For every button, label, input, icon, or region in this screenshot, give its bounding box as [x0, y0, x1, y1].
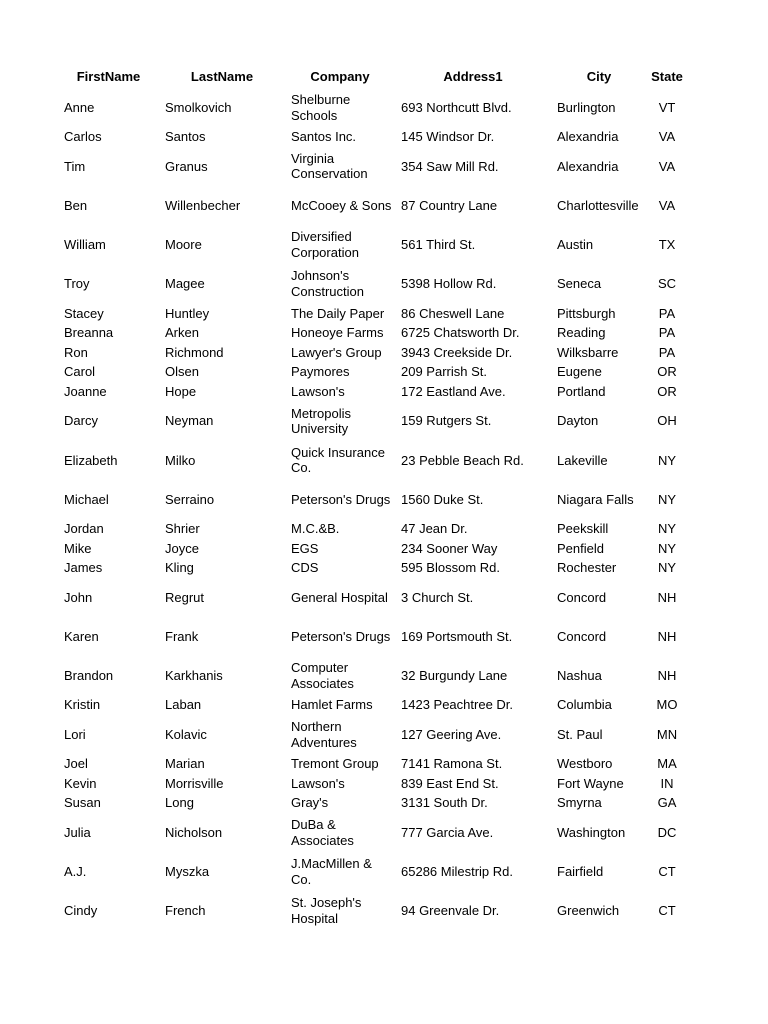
cell-company: Computer Associates — [291, 660, 354, 691]
cell-lastname: Kolavic — [165, 726, 207, 742]
table-row — [58, 402, 687, 441]
cell-lastname: Frank — [165, 628, 199, 644]
cell-firstname: Carol — [64, 364, 96, 380]
cell-firstname: Tim — [64, 158, 86, 174]
cell-city: Penfield — [557, 540, 604, 556]
cell-company: Paymores — [291, 364, 350, 380]
cell-firstname: Lori — [64, 726, 86, 742]
cell-address1: 777 Garcia Ave. — [401, 824, 494, 840]
cell-city: Fort Wayne — [557, 775, 624, 791]
cell-lastname: Magee — [165, 276, 205, 292]
cell-state: MN — [656, 726, 678, 742]
cell-lastname: Morrisville — [165, 775, 224, 791]
table-row — [58, 774, 687, 794]
header-lastname: LastName — [190, 69, 254, 85]
cell-company: St. Joseph's Hospital — [291, 895, 362, 926]
cell-address1: 3131 South Dr. — [401, 795, 488, 811]
cell-address1: 145 Windsor Dr. — [401, 129, 495, 145]
cell-address1: 209 Parrish St. — [401, 364, 487, 380]
cell-firstname: Mike — [64, 540, 92, 556]
cell-firstname: Carlos — [64, 129, 102, 145]
cell-address1: 94 Greenvale Dr. — [401, 903, 500, 919]
cell-state: PA — [658, 325, 676, 341]
cell-lastname: Kling — [165, 560, 194, 576]
cell-firstname: James — [64, 560, 103, 576]
cell-address1: 127 Geering Ave. — [401, 726, 502, 742]
cell-lastname: Arken — [165, 325, 199, 341]
cell-city: Fairfield — [557, 864, 604, 879]
header-state: State — [651, 69, 683, 85]
cell-state: NY — [657, 452, 677, 468]
cell-company: Hamlet Farms — [291, 697, 373, 713]
cell-city: Reading — [557, 325, 606, 341]
cell-firstname: John — [64, 589, 93, 605]
cell-company: Johnson's Construction — [291, 268, 364, 299]
cell-address1: 595 Blossom Rd. — [401, 560, 500, 576]
table-row — [58, 441, 687, 480]
cell-lastname: Marian — [165, 756, 205, 772]
cell-firstname: Ron — [64, 344, 88, 360]
cell-state: PA — [658, 305, 676, 321]
cell-firstname: Elizabeth — [64, 452, 118, 468]
cell-address1: 32 Burgundy Lane — [401, 668, 508, 684]
table-row — [58, 578, 687, 617]
cell-firstname: Jordan — [64, 521, 104, 537]
cell-lastname: Hope — [165, 383, 197, 399]
cell-address1: 354 Saw Mill Rd. — [401, 158, 499, 174]
cell-state: OR — [657, 383, 677, 399]
cell-city: Alexandria — [557, 158, 619, 174]
header-city: City — [586, 69, 612, 85]
cell-lastname: Huntley — [165, 305, 210, 321]
cell-firstname: Breanna — [64, 325, 114, 341]
cell-state: PA — [658, 344, 676, 360]
cell-state: NY — [657, 560, 677, 576]
cell-company: CDS — [291, 560, 319, 576]
header-company: Company — [310, 69, 370, 85]
cell-lastname: Joyce — [165, 540, 199, 556]
cell-city: Charlottesville — [557, 197, 639, 213]
cell-company: Diversified Corporation — [291, 229, 359, 260]
cell-city: Westboro — [557, 756, 613, 772]
table-row — [58, 362, 687, 382]
cell-state: NH — [657, 589, 677, 605]
cell-state: VA — [658, 197, 676, 213]
cell-state: NY — [657, 521, 677, 537]
cell-firstname: Michael — [64, 491, 109, 507]
cell-company: Lawson's — [291, 775, 345, 791]
table-row — [58, 186, 687, 225]
cell-lastname: Nicholson — [165, 824, 223, 840]
cell-city: Alexandria — [557, 129, 619, 145]
header-firstname: FirstName — [76, 69, 141, 85]
cell-city: Dayton — [557, 413, 599, 429]
cell-city: St. Paul — [557, 726, 603, 742]
cell-city: Rochester — [557, 560, 617, 576]
cell-city: Wilksbarre — [557, 344, 619, 360]
table-row — [58, 480, 687, 519]
cell-address1: 86 Cheswell Lane — [401, 305, 505, 321]
cell-company: Quick Insurance Co. — [291, 444, 385, 476]
cell-state: VT — [658, 99, 676, 115]
cell-lastname: Long — [165, 795, 194, 811]
cell-address1: 169 Portsmouth St. — [401, 628, 513, 644]
table-row — [58, 813, 687, 852]
table-row — [58, 891, 687, 930]
cell-address1: 87 Country Lane — [401, 197, 498, 213]
table-row — [58, 264, 687, 303]
table-row — [58, 127, 687, 147]
cell-state: VA — [658, 129, 676, 145]
cell-city: Smyrna — [557, 795, 602, 811]
cell-firstname: William — [64, 237, 106, 252]
cell-firstname: Joel — [64, 756, 88, 772]
cell-lastname: Milko — [165, 452, 196, 468]
cell-firstname: Darcy — [64, 413, 98, 429]
cell-city: Nashua — [557, 668, 602, 684]
table-row — [58, 558, 687, 578]
cell-firstname: Julia — [64, 824, 91, 840]
cell-company: Metropolis University — [291, 405, 351, 437]
table-row — [58, 695, 687, 715]
cell-city: Pittsburgh — [557, 305, 616, 321]
cell-address1: 159 Rutgers St. — [401, 413, 492, 429]
table-row — [58, 617, 687, 656]
cell-city: Portland — [557, 383, 606, 399]
header-address1: Address1 — [443, 69, 503, 85]
cell-company: Gray's — [291, 795, 329, 811]
cell-firstname: Karen — [64, 628, 99, 644]
cell-company: Lawson's — [291, 383, 345, 399]
cell-address1: 839 East End St. — [401, 775, 499, 791]
cell-company: Tremont Group — [291, 756, 379, 772]
cell-firstname: Troy — [64, 276, 90, 292]
cell-city: Lakeville — [557, 452, 608, 468]
cell-city: Austin — [557, 237, 594, 252]
header-row — [58, 66, 687, 88]
table-row — [58, 225, 687, 264]
cell-state: GA — [657, 795, 677, 811]
cell-company: Virginia Conservation — [291, 150, 368, 182]
cell-state: NH — [657, 628, 677, 644]
cell-company: General Hospital — [291, 589, 388, 605]
cell-lastname: Serraino — [165, 491, 215, 507]
cell-address1: 172 Eastland Ave. — [401, 383, 506, 399]
cell-company: DuBa & Associates — [291, 817, 354, 848]
cell-lastname: Shrier — [165, 521, 200, 537]
cell-lastname: French — [165, 903, 206, 919]
cell-company: Honeoye Farms — [291, 325, 384, 341]
table-row — [58, 147, 687, 186]
cell-state: DC — [657, 824, 677, 840]
cell-address1: 47 Jean Dr. — [401, 521, 468, 537]
cell-address1: 1423 Peachtree Dr. — [401, 697, 514, 713]
cell-lastname: Richmond — [165, 344, 224, 360]
cell-city: Concord — [557, 589, 607, 605]
cell-city: Peekskill — [557, 521, 609, 537]
cell-lastname: Neyman — [165, 413, 214, 429]
table-row — [58, 852, 687, 891]
cell-firstname: Joanne — [64, 383, 107, 399]
cell-lastname: Karkhanis — [165, 668, 223, 684]
cell-address1: 3943 Creekside Dr. — [401, 344, 513, 360]
cell-lastname: Laban — [165, 697, 202, 713]
table-row — [58, 519, 687, 539]
cell-state: OH — [657, 413, 677, 429]
contacts-table — [58, 66, 687, 931]
cell-state: MA — [657, 756, 677, 772]
cell-lastname: Granus — [165, 158, 208, 174]
cell-firstname: Ben — [64, 197, 88, 213]
cell-lastname: Smolkovich — [165, 99, 232, 115]
cell-city: Seneca — [557, 276, 602, 292]
cell-address1: 693 Northcutt Blvd. — [401, 99, 512, 115]
cell-lastname: Regrut — [165, 589, 205, 605]
cell-address1: 234 Sooner Way — [401, 540, 498, 556]
table-row — [58, 323, 687, 343]
cell-company: Santos Inc. — [291, 129, 357, 145]
cell-firstname: Kristin — [64, 697, 101, 713]
cell-firstname: Anne — [64, 99, 95, 115]
table-row — [58, 539, 687, 559]
cell-city: Washington — [557, 824, 626, 840]
cell-company: Shelburne Schools — [291, 92, 351, 123]
cell-city: Columbia — [557, 697, 612, 713]
cell-address1: 3 Church St. — [401, 589, 474, 605]
cell-company: M.C.&B. — [291, 521, 340, 537]
cell-state: TX — [658, 237, 676, 252]
cell-company: Peterson's Drugs — [291, 628, 391, 644]
table-row — [58, 715, 687, 754]
cell-state: SC — [657, 276, 677, 292]
cell-company: The Daily Paper — [291, 305, 385, 321]
cell-lastname: Moore — [165, 237, 202, 252]
cell-firstname: Cindy — [64, 903, 98, 919]
contact-sheet — [58, 66, 687, 931]
cell-address1: 5398 Hollow Rd. — [401, 276, 497, 292]
cell-address1: 7141 Ramona St. — [401, 756, 503, 772]
cell-lastname: Olsen — [165, 364, 199, 380]
cell-state: NY — [657, 491, 677, 507]
cell-firstname: Kevin — [64, 775, 97, 791]
cell-company: Peterson's Drugs — [291, 491, 391, 507]
cell-state: CT — [658, 903, 676, 919]
cell-state: OR — [657, 364, 677, 380]
cell-company: Lawyer's Group — [291, 344, 382, 360]
cell-city: Niagara Falls — [557, 491, 634, 507]
cell-lastname: Myszka — [165, 864, 210, 879]
cell-company: Northern Adventures — [291, 719, 357, 750]
table-row — [58, 754, 687, 774]
cell-firstname: Susan — [64, 795, 101, 811]
cell-lastname: Santos — [165, 129, 206, 145]
cell-city: Eugene — [557, 364, 602, 380]
cell-firstname: Stacey — [64, 305, 104, 321]
cell-address1: 561 Third St. — [401, 237, 476, 252]
cell-address1: 23 Pebble Beach Rd. — [401, 452, 524, 468]
cell-state: CT — [658, 864, 676, 879]
table-row — [58, 88, 687, 127]
cell-lastname: Willenbecher — [165, 197, 241, 213]
table-row — [58, 656, 687, 695]
cell-state: IN — [660, 775, 674, 791]
cell-company: McCooey & Sons — [291, 197, 392, 213]
cell-company: EGS — [291, 540, 319, 556]
cell-state: VA — [658, 158, 676, 174]
cell-state: NH — [657, 668, 677, 684]
table-row — [58, 343, 687, 363]
cell-firstname: Brandon — [64, 668, 114, 684]
cell-city: Burlington — [557, 99, 616, 115]
cell-state: NY — [657, 540, 677, 556]
cell-firstname: A.J. — [64, 864, 87, 879]
table-row — [58, 793, 687, 813]
cell-city: Concord — [557, 628, 607, 644]
cell-address1: 6725 Chatsworth Dr. — [401, 325, 520, 341]
cell-company: J.MacMillen & Co. — [291, 856, 372, 887]
cell-state: MO — [656, 697, 678, 713]
table-row — [58, 304, 687, 324]
table-row — [58, 382, 687, 402]
cell-address1: 65286 Milestrip Rd. — [401, 864, 513, 879]
cell-address1: 1560 Duke St. — [401, 491, 484, 507]
cell-city: Greenwich — [557, 903, 620, 919]
